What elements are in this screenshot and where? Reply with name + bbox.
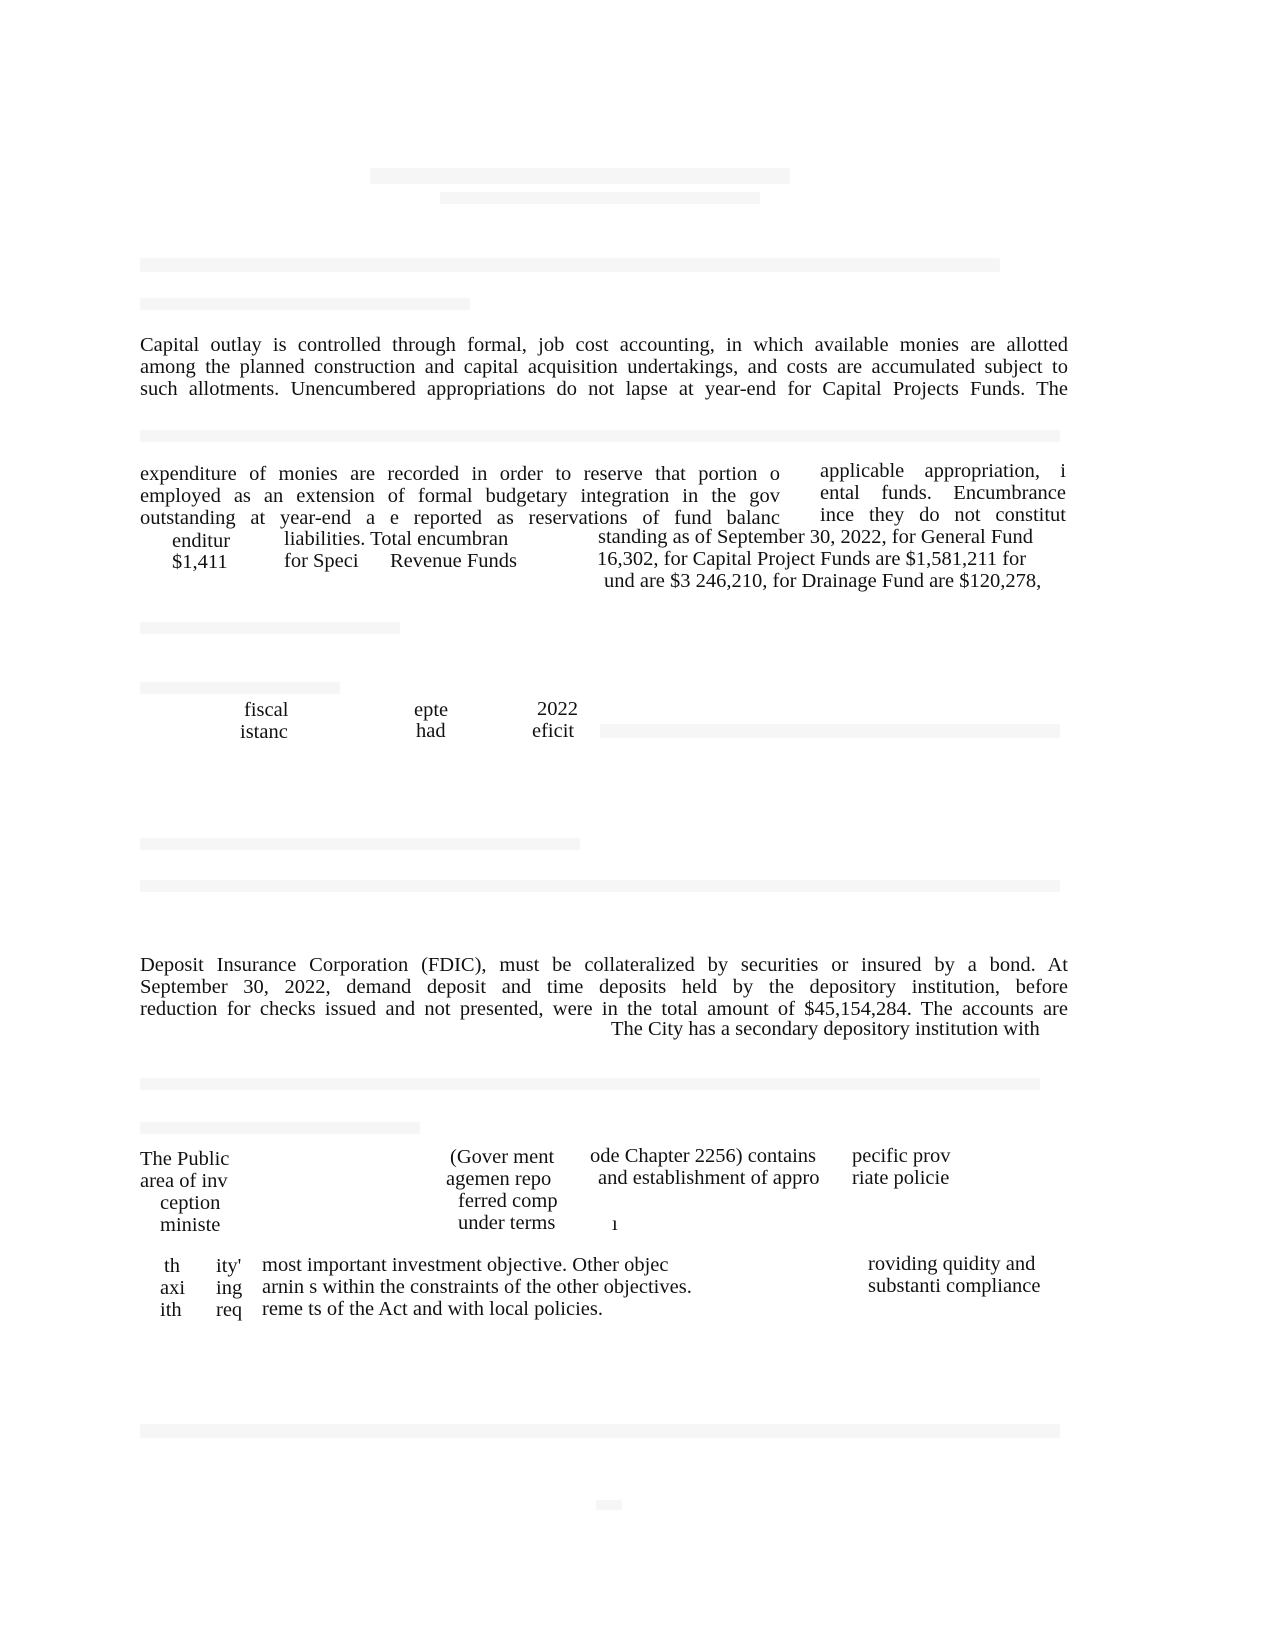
fragment-text: The City has a secondary depository institution with [611,1018,1040,1040]
fragment-text: fiscal [244,699,289,721]
paragraph-line: employed as an extension of formal budgetary integration in the gov [140,485,780,507]
paragraph-line: The Public [140,1148,230,1170]
paragraph-encumbrance-right [820,460,1066,526]
paragraph-line: ince they do not constitut [820,504,1066,526]
objectives-col2 [216,1255,242,1321]
faded-line-j [140,1122,420,1134]
paragraph-line: most important investment objective. Other objec [262,1254,669,1276]
fragment-text: eficit [532,720,575,742]
faded-line-h [140,880,1060,892]
paragraph-line: agemen repo [446,1168,552,1190]
paragraph-line: ception [160,1192,221,1214]
paragraph-line: riate policie [852,1167,950,1189]
fragment-text: liabilities. Total encumbran [284,528,509,550]
objectives-col4 [868,1253,1041,1297]
faded-line-k [140,1424,1060,1438]
faded-line-g [140,838,580,850]
faded-heading-sub [440,192,760,204]
paragraph-line: ode Chapter 2256) contains [590,1145,817,1167]
faded-heading-top [370,168,790,184]
fragment-text: Revenue Funds [390,550,517,572]
fragment-text: epte [414,699,449,721]
paragraph-line: Deposit Insurance Corporation (FDIC), must be collateralized by securities or insured by a bond. At [140,954,1068,976]
objectives-col1 [160,1255,185,1321]
paragraph-line: arnin s within the constraints of the other objectives. [262,1276,692,1298]
paragraph-deposits [140,954,1068,1020]
faded-line-e [140,682,340,694]
paragraph-line: expenditure of monies are recorded in order to reserve that portion o [140,463,780,485]
public-funds-col3 [590,1145,819,1189]
faded-line-c [140,430,1060,442]
paragraph-line: under terms [458,1212,556,1234]
paragraph-line: among the planned construction and capital acquisition undertakings, and costs are accumulated subject to [140,356,1068,378]
faded-line-a [140,258,1000,272]
paragraph-line: ith [160,1299,182,1321]
objectives-col3 [262,1254,692,1320]
paragraph-line: reme ts of the Act and with local policies. [262,1298,604,1320]
fragment-text: had [416,720,446,742]
paragraph-line: ental funds. Encumbrance [820,482,1066,504]
paragraph-line: Capital outlay is controlled through formal, job cost accounting, in which available monies are allotted [140,334,1068,356]
fragment-text: for Speci [284,550,359,572]
paragraph-line: area of inv [140,1170,228,1192]
paragraph-line: ity' [216,1255,242,1277]
paragraph-line: th [164,1255,180,1277]
paragraph-line: roviding quidity and [868,1253,1036,1275]
paragraph-line: and establishment of appro [598,1167,820,1189]
paragraph-line: req [216,1299,243,1321]
paragraph-line: ing [216,1277,243,1299]
paragraph-capital-outlay [140,334,1068,400]
paragraph-line: applicable appropriation, i [820,460,1066,482]
faded-line-f [600,724,1060,738]
paragraph-line: substanti compliance [868,1275,1041,1297]
public-funds-col4 [852,1145,950,1189]
paragraph-line: such allotments. Unencumbered appropriations do not lapse at year-end for Capital Projects Funds. The [140,378,1068,400]
paragraph-line: reduction for checks issued and not presented, were in the total amount of $45,154,284. The accounts are [140,998,1068,1020]
paragraph-line: (Gover ment [450,1146,555,1168]
fragment-text: istanc [240,721,288,743]
paragraph-line: axi [160,1277,186,1299]
faded-line-i [140,1078,1040,1090]
fragment-text: und are $3 246,210, for Drainage Fund are $120,278, [604,570,1042,592]
paragraph-line: September 30, 2022, demand deposit and time deposits held by the depository institution, before [140,976,1068,998]
fragment-text: enditur [172,530,231,552]
fragment-text: standing as of September 30, 2022, for General Fund [598,526,1033,548]
paragraph-line: outstanding at year-end a e reported as reservations of fund balanc [140,507,780,529]
faded-line-b [140,298,470,310]
fragment-text: 16,302, for Capital Project Funds are $1,581,211 for [597,548,1027,570]
stray-mark: ı [612,1213,618,1235]
paragraph-line: ferred comp [458,1190,558,1212]
public-funds-col1 [140,1148,229,1236]
paragraph-line: ministe [160,1214,221,1236]
paragraph-line: pecific prov [852,1145,951,1167]
fragment-text: 2022 [537,698,578,720]
faded-page-number [596,1500,622,1510]
fragment-text: $1,411 [172,551,228,573]
paragraph-encumbrance-left [140,463,780,529]
public-funds-col2 [446,1146,558,1234]
faded-line-d [140,622,400,634]
